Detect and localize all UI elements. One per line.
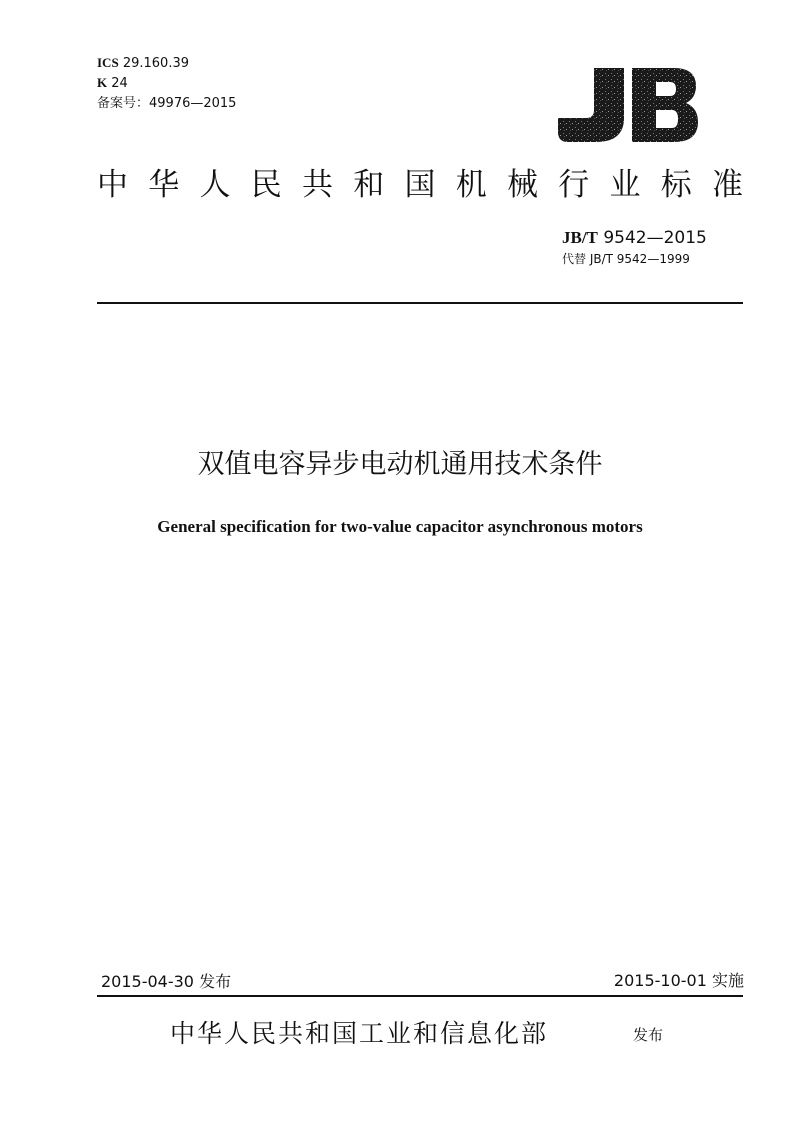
ccs-code bbox=[97, 75, 128, 92]
record-number: 备案号：49976—2015 bbox=[97, 96, 237, 111]
implementation-date: 2015-10-01 实施 bbox=[613, 971, 744, 990]
standard-number bbox=[562, 228, 707, 248]
top-divider bbox=[97, 302, 743, 304]
title-char: 机 bbox=[455, 167, 487, 203]
title-char: 共 bbox=[302, 167, 333, 203]
bottom-divider bbox=[97, 995, 743, 997]
title-char: 中 bbox=[97, 167, 128, 203]
publisher-name: 中华人民共和国工业和信息化部 bbox=[170, 1019, 549, 1048]
title-char: 华 bbox=[148, 167, 180, 203]
document-title-en: General specification for two-value capacitor asynchronous motors bbox=[157, 517, 643, 536]
title-char: 标 bbox=[660, 167, 692, 203]
standard-number-value: 9542—2015 bbox=[603, 228, 707, 248]
ccs-value: 24 bbox=[111, 76, 128, 91]
publish-label: 发布 bbox=[633, 1026, 664, 1044]
title-char: 行 bbox=[558, 167, 590, 203]
title-char: 人 bbox=[199, 167, 231, 203]
title-char: 国 bbox=[404, 167, 436, 203]
standard-category-title bbox=[97, 165, 743, 205]
document-title-zh: 双值电容异步电动机通用技术条件 bbox=[197, 449, 603, 480]
ccs-label: K bbox=[97, 75, 108, 90]
title-char: 业 bbox=[609, 167, 641, 203]
title-char: 民 bbox=[250, 167, 282, 203]
title-char: 和 bbox=[353, 167, 385, 203]
replaces-standard: 代替 JB/T 9542—1999 bbox=[562, 252, 690, 266]
ics-code bbox=[97, 55, 189, 72]
title-char: 械 bbox=[507, 167, 538, 203]
jb-logo-graphic bbox=[556, 66, 700, 144]
standard-number-prefix: JB/T bbox=[562, 228, 598, 247]
ics-value: 29.160.39 bbox=[122, 56, 189, 71]
issue-date: 2015-04-30 发布 bbox=[101, 972, 232, 991]
ics-label: ICS bbox=[97, 55, 119, 70]
jb-logo-icon bbox=[556, 66, 700, 148]
title-char: 准 bbox=[712, 167, 743, 203]
